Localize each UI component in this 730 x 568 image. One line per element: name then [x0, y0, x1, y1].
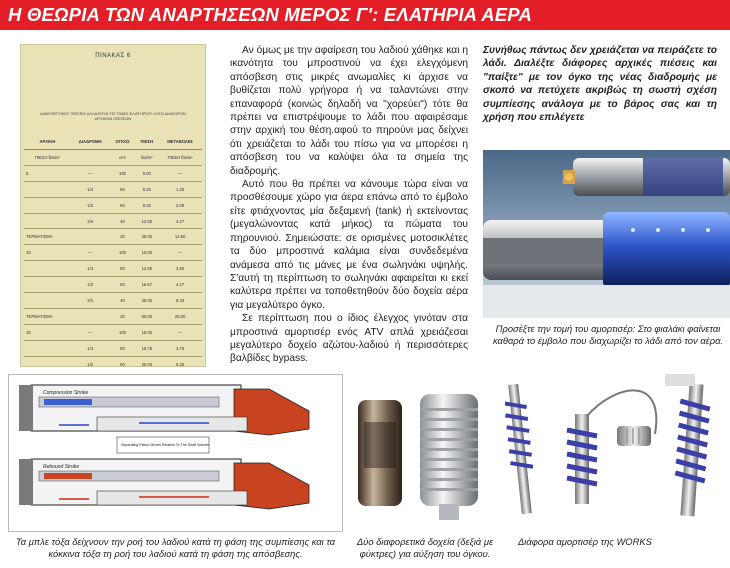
table-cell: 20: [110, 308, 136, 324]
table-cell: 12.50: [135, 213, 158, 229]
table-cell: 18.75: [135, 340, 158, 356]
table-cell: 25.00: [158, 308, 202, 324]
table-cell: 100: [110, 165, 136, 181]
table-cell: 40: [110, 213, 136, 229]
table-row: [24, 293, 202, 309]
table-cell: 1.25: [158, 181, 202, 197]
table-cell: 60: [110, 197, 136, 213]
table-row: [24, 165, 202, 181]
table-cell: 40: [110, 293, 136, 309]
table-cell: —: [71, 245, 110, 261]
table-header-cell: ΜΕΤΑΒΟΛΕΣ: [158, 134, 202, 150]
table-header-cell: ΔΙΑΔΡΟΜΗ: [71, 134, 110, 150]
works-shocks-photo: [505, 374, 730, 526]
article-column-1: [230, 44, 468, 366]
table-cell: 16.67: [135, 277, 158, 293]
article-paragraph: Αυτό που θα πρέπει να κάνουμε τώρα είναι να προσθέσουμε χώρο για άερα επάνω από το έμβολο είτε φτιάχνοντας μία δεξαμενή (tank) ή εκτείνοντας (μεγαλώνοντας κατά μήκος) τα πώματα του πηρουνιού. Σημειώσατε: σε ορισμένες μοτοσικλέτες τα δύο μπροστινά καλάμια είναι συνδεδεμένα ανάμεσα από τις μάνες με ένα σωληνάκι υψηλής. Σ'αυτή τη περίπτωση το σωληνάκι αφαιρείται κι εκεί καλύτερα πρέπει να τοποθετηθούν δύο δοχεία αέρα για μεγαλύτερο όγκο.: [230, 179, 468, 311]
table-cell: 3/4: [71, 213, 110, 229]
table-header-row: [24, 134, 202, 150]
table-cell: 60: [110, 277, 136, 293]
table-cell: —: [158, 324, 202, 340]
reservoirs-photo: [350, 392, 495, 524]
table-cell: 5.00: [135, 165, 158, 181]
table-caption: ΔΙΑΦΟΡΕΤΙΚΕΣ ΠΙΕΣΕΙΣ ΑΛΛΑΖΟΥΝ ΤΙΣ ΤΙΜΕΣ ΕΛΑΤΗΡΙΟΥ ΛΟΓΩ ΔΙΑΦΟΡΩΝ ΑΡΧΙΚΩΝ ΠΙΕΣΕΩΝ: [40, 111, 186, 121]
table-row: [24, 197, 202, 213]
table-cell: 25.00: [135, 293, 158, 309]
table-subheader-cell: ΠΙΕΣΗ lbs/in²: [24, 150, 71, 166]
table-cell: 1/4: [71, 340, 110, 356]
table-title: ΠΙΝΑΚΑΣ 6: [95, 53, 131, 59]
table-cell: 80: [110, 340, 136, 356]
table-cell: 15.00: [135, 324, 158, 340]
table-cell: 1/4: [71, 181, 110, 197]
table-cell: 8.33: [158, 293, 202, 309]
diagram-caption: Τα μπλε τόξα δείχνουν την ροή του λαδιού κατά τη φάση της συμπίεσης και τα κόκκινα τόξα τη ροή του λαδιού κατά τη φάση της απόσβεσης.: [15, 536, 336, 559]
table-row: [24, 229, 202, 245]
table-cell: 1/2: [71, 356, 110, 367]
table-cell: 80: [110, 181, 136, 197]
table-cell: 1/2: [71, 277, 110, 293]
table-cell: 100: [110, 324, 136, 340]
table-row: [24, 324, 202, 340]
pressure-table: [24, 134, 202, 367]
table-row: [24, 356, 202, 367]
flow-diagram: [8, 374, 343, 532]
table-subheader-row: [24, 150, 202, 166]
table-row: [24, 261, 202, 277]
table-cell: 80: [110, 261, 136, 277]
table-subheader-cell: [71, 150, 110, 166]
table-cell: 25.00: [135, 356, 158, 367]
article-column-2: [483, 44, 717, 124]
table-cell: —: [158, 165, 202, 181]
table-cell: 3/4: [71, 293, 110, 309]
table-row: [24, 308, 202, 324]
table-cell: 12.50: [158, 229, 202, 245]
rebound-label: Rebound Stroke: [43, 464, 80, 470]
table-cell: 12.50: [135, 261, 158, 277]
table-row: [24, 277, 202, 293]
table-cell: [24, 261, 71, 277]
table-cell: ΤΕΡΜΑΤΙΣΜΑ: [24, 229, 71, 245]
table-cell: 50.00: [135, 308, 158, 324]
table-cell: 10: [24, 245, 71, 261]
article-paragraph: Συνήθως πάντως δεν χρειάζεται να πειράζετε το λάδι. Διαλέξτε διάφορες αρχικές πιέσεις και "παίξτε" με τον όγκο της νέας διαδρομής με σκοπό να πετύχετε ακριβώς τη σωστή σχέση συμπίεσης ανάλογα με το βάρος σας και τη χρήση που επιλέγετε: [483, 45, 717, 124]
table-header-cell: ΑΡΧΙΚΗ: [24, 134, 71, 150]
table-cell: [24, 293, 71, 309]
table-cell: 4.17: [158, 213, 202, 229]
table-cell: 6.25: [135, 181, 158, 197]
table-cell: 100: [110, 245, 136, 261]
table-cell: [24, 181, 71, 197]
table-cell: 2.50: [158, 261, 202, 277]
table-cell: 10.00: [135, 245, 158, 261]
table-row: [24, 340, 202, 356]
table-cell: 1/2: [71, 197, 110, 213]
table-header-cell: ΠΙΕΣΗ: [135, 134, 158, 150]
table-cell: [24, 340, 71, 356]
pressure-table-photo: [20, 44, 206, 367]
reservoirs-caption: Δύο διαφορετικά δοχεία (δεξιά με φύκτρες) για αύξηση του όγκου.: [356, 536, 494, 559]
table-cell: [24, 213, 71, 229]
table-row: [24, 245, 202, 261]
table-cell: 4.17: [158, 277, 202, 293]
table-subheader-cell: cm³: [110, 150, 136, 166]
table-cell: 3.75: [158, 340, 202, 356]
table-cell: 1/4: [71, 261, 110, 277]
table-cell: 6.25: [158, 356, 202, 367]
table-header-cell: ΟΓΚΟΣ: [110, 134, 136, 150]
table-cell: [71, 308, 110, 324]
article-paragraph: Αν όμως με την αφαίρεση του λαδιού χάθηκε και η ικανότητα του μπροστινού να έχει ελεγχόμενη απόσβεση στις μικρές ανωμαλίες κι άρχισε να βυθίζεται πολύ γρήγορα ή να ταλαντώνει στην επαναφορά (κοινώς δηλαδή να "χορεύει") τότε θα πρέπει να επιστρέψουμε το λάδι που αφαιρέσαμε στην αρχική του θέση.αφού το πηρούνι μας δείχνει ότι χρειάζεται το λάδι του πίσω για να μπορέσει η απόσβεση του να καλύψει όλα τα σημεία της διαδρομής.: [230, 45, 468, 177]
table-row: [24, 181, 202, 197]
table-subheader-cell: lbs/in²: [135, 150, 158, 166]
table-cell: 2.08: [158, 197, 202, 213]
table-cell: —: [71, 324, 110, 340]
table-cell: [24, 277, 71, 293]
shock-caption: Προσέξτε την τομή του αμορτισέρ: Στο φιαλάκι φαίνεται καθαρά το έμβολο που διαχωρίζει το λάδι από τον αέρα.: [492, 323, 724, 346]
compression-label: Compression Stroke: [43, 390, 89, 396]
table-body: [24, 165, 202, 367]
table-cell: —: [158, 245, 202, 261]
table-cell: 5: [24, 165, 71, 181]
table-cell: 25.00: [135, 229, 158, 245]
page-title: Η ΘΕΩΡΙΑ ΤΩΝ ΑΝΑΡΤΗΣΕΩΝ ΜΕΡΟΣ Γ': ΕΛΑΤΗΡΙΑ ΑΕΡΑ: [8, 4, 533, 25]
works-caption: Διάφορα αμορτισέρ της WORKS: [518, 536, 652, 547]
piston-note: Separating Piston Moves Relative To The Shaft Volume: [121, 443, 210, 447]
table-cell: —: [71, 165, 110, 181]
table-cell: [24, 356, 71, 367]
table-subheader-cell: ΠΙΕΣΗ lbs/in²: [158, 150, 202, 166]
table-cell: ΤΕΡΜΑΤΙΣΜΑ: [24, 308, 71, 324]
table-cell: [24, 197, 71, 213]
table-row: [24, 213, 202, 229]
table-cell: 20: [110, 229, 136, 245]
table-cell: 15: [24, 324, 71, 340]
table-cell: [71, 229, 110, 245]
table-cell: 60: [110, 356, 136, 367]
article-paragraph: Σε περίπτωση που ο ίδιος έλεγχος γινόταν στα μπροστινά αμορτισέρ ενός ATV απλά χρειάζεσαι μεγαλύτερο δοχείο αζώτου-λαδιού ή περισσότερες βαλβίδες bypass.: [230, 313, 468, 365]
shock-cutaway-photo: [483, 150, 730, 318]
table-cell: 8.33: [135, 197, 158, 213]
